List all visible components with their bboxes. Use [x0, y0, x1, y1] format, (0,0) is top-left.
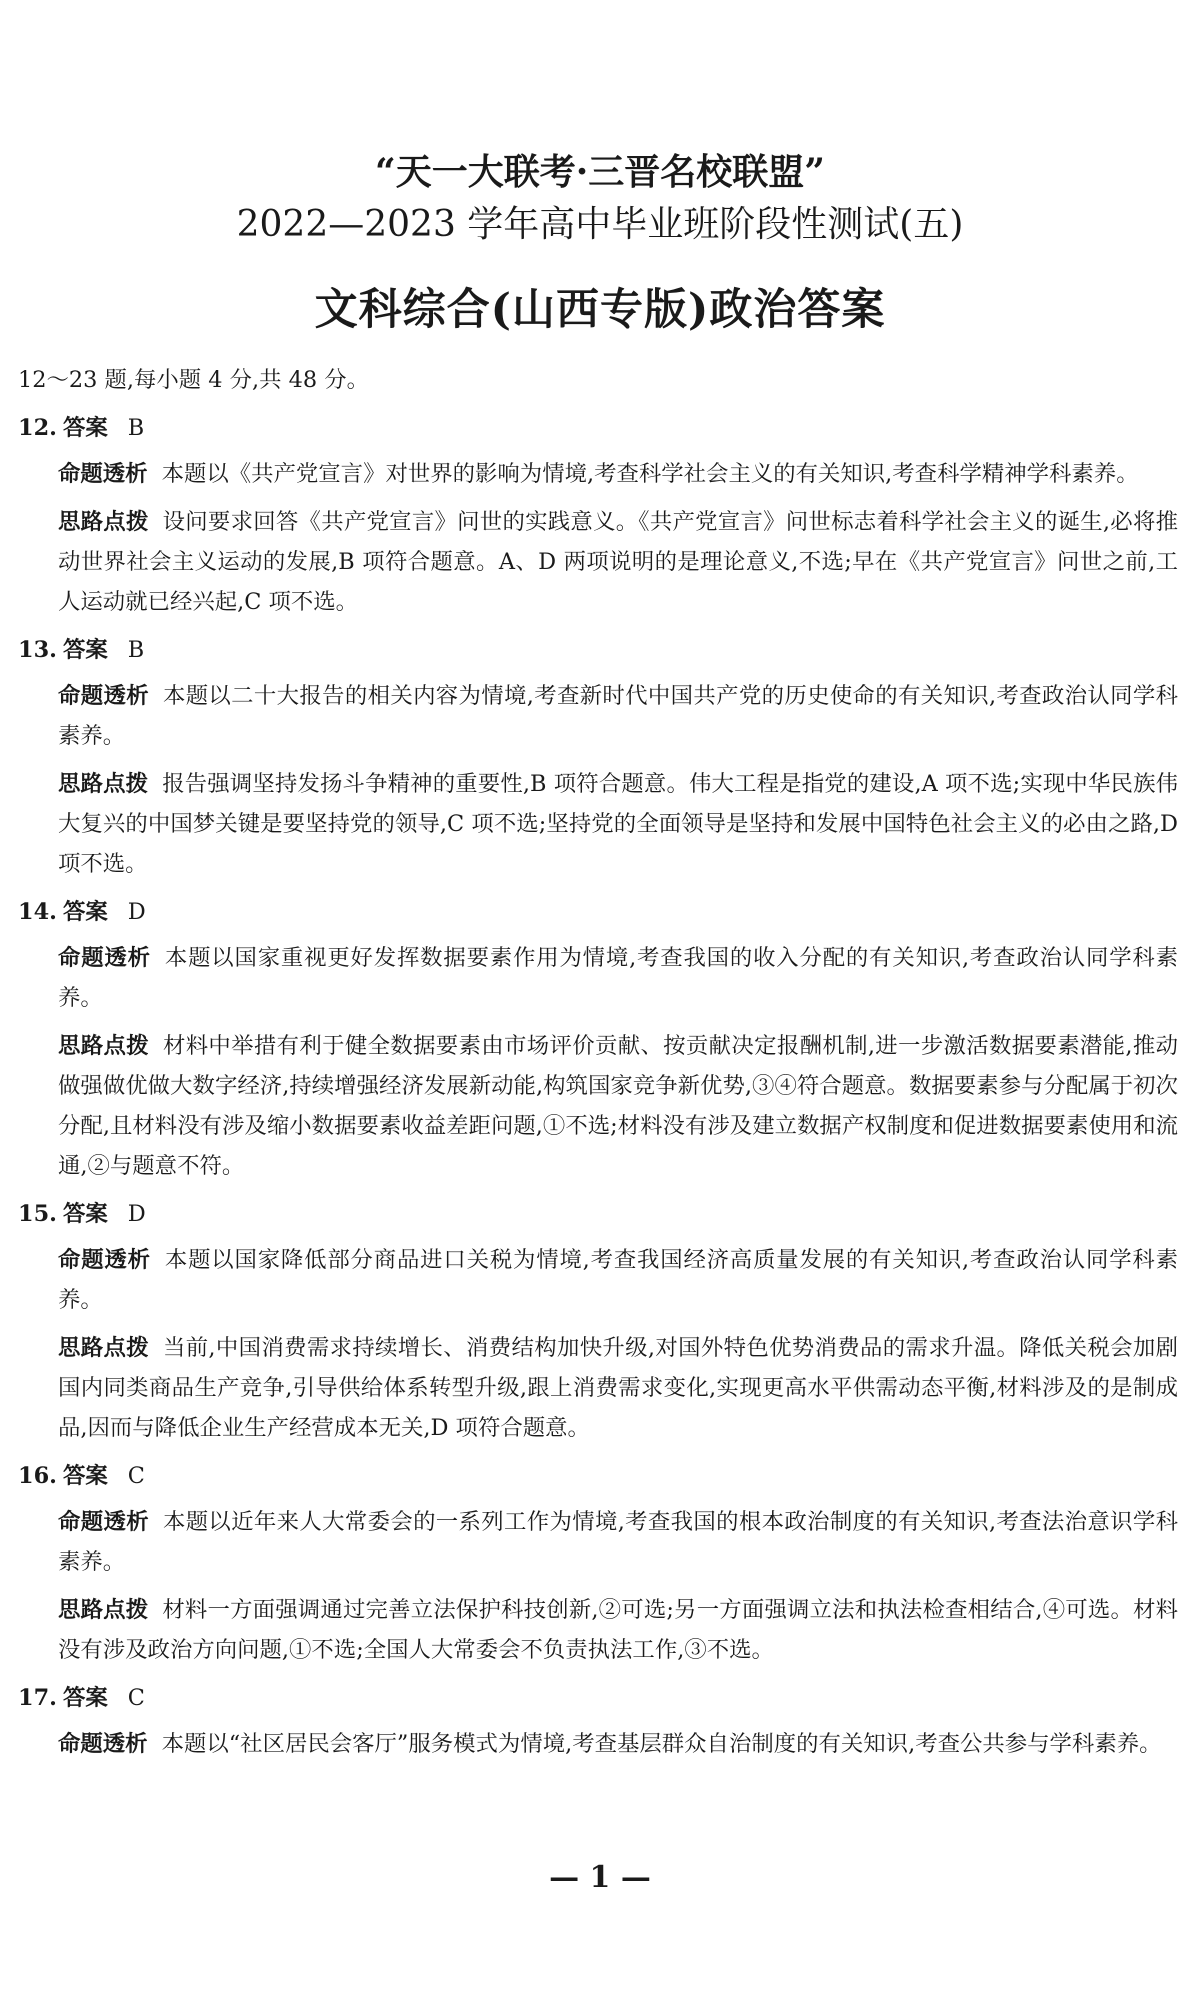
analysis-label: 命题透析 — [58, 1247, 151, 1273]
page-number: — 1 — — [549, 1860, 651, 1895]
answer-value: B — [127, 415, 145, 441]
answer-value: D — [127, 1201, 146, 1227]
answer-line — [18, 1456, 1178, 1496]
question-number: 12. — [18, 415, 57, 441]
analysis-text: 本题以二十大报告的相关内容为情境,考查新时代中国共产党的历史使命的有关知识,考查政治认同学科素养。 — [58, 683, 1179, 749]
analysis-paragraph — [18, 1240, 1178, 1320]
analysis-text: 本题以《共产党宣言》对世界的影响为情境,考查科学社会主义的有关知识,考查科学精神学科素养。 — [161, 461, 1139, 487]
question-number: 14. — [18, 899, 57, 925]
analysis-label: 命题透析 — [58, 683, 149, 709]
analysis-text: 本题以近年来人大常委会的一系列工作为情境,考查我国的根本政治制度的有关知识,考查法治意识学科素养。 — [58, 1509, 1179, 1575]
question-16 — [18, 1456, 1178, 1670]
question-number: 13. — [18, 637, 57, 663]
hint-paragraph — [18, 1590, 1178, 1670]
answer-line — [18, 892, 1178, 932]
analysis-paragraph — [18, 1724, 1178, 1764]
question-number: 16. — [18, 1463, 57, 1489]
answer-label: 答案 — [62, 415, 108, 441]
hint-text: 报告强调坚持发扬斗争精神的重要性,B 项符合题意。伟大工程是指党的建设,A 项不选;实现中华民族伟大复兴的中国梦关键是要坚持党的领导,C 项不选;坚持党的全面领导是坚持和发展中国特色社会主义的必由之路,D 项不选。 — [58, 771, 1179, 877]
answer-value: B — [127, 637, 145, 663]
answer-value: C — [127, 1463, 145, 1489]
answer-line — [18, 408, 1178, 448]
hint-label: 思路点拨 — [58, 1335, 149, 1361]
answer-content — [18, 360, 1178, 1772]
subject-title: 文科综合(山西专版)政治答案 — [314, 285, 886, 335]
hint-label: 思路点拨 — [58, 771, 149, 797]
exam-series-title: “天一大联考·三晋名校联盟” — [375, 151, 825, 193]
hint-label: 思路点拨 — [58, 509, 149, 535]
analysis-text: 本题以国家重视更好发挥数据要素作用为情境,考查我国的收入分配的有关知识,考查政治认同学科素养。 — [58, 945, 1179, 1011]
hint-text: 材料一方面强调通过完善立法保护科技创新,②可选;另一方面强调立法和执法检查相结合,④可选。材料没有涉及政治方向问题,①不选;全国人大常委会不负责执法工作,③不选。 — [58, 1597, 1179, 1663]
hint-paragraph — [18, 1026, 1178, 1186]
analysis-label: 命题透析 — [58, 1731, 148, 1757]
hint-paragraph — [18, 1328, 1178, 1448]
answer-label: 答案 — [62, 1685, 108, 1711]
analysis-paragraph — [18, 1502, 1178, 1582]
question-15 — [18, 1194, 1178, 1448]
exam-year-title: 2022—2023 学年高中毕业班阶段性测试(五) — [236, 204, 964, 245]
hint-label: 思路点拨 — [58, 1033, 149, 1059]
analysis-text: 本题以国家降低部分商品进口关税为情境,考查我国经济高质量发展的有关知识,考查政治认同学科素养。 — [58, 1247, 1179, 1313]
analysis-paragraph — [18, 938, 1178, 1018]
question-number: 17. — [18, 1685, 57, 1711]
hint-text: 设问要求回答《共产党宣言》问世的实践意义。《共产党宣言》问世标志着科学社会主义的诞生,必将推动世界社会主义运动的发展,B 项符合题意。A、D 两项说明的是理论意义,不选;早在《共产党宣言》问世之前,工人运动就已经兴起,C 项不选。 — [58, 509, 1179, 615]
answer-value: D — [127, 899, 146, 925]
answer-line — [18, 1194, 1178, 1234]
hint-label: 思路点拨 — [58, 1597, 149, 1623]
answer-label: 答案 — [62, 1463, 108, 1489]
analysis-label: 命题透析 — [58, 945, 151, 971]
question-17 — [18, 1678, 1178, 1764]
question-number: 15. — [18, 1201, 57, 1227]
answer-line — [18, 1678, 1178, 1718]
analysis-label: 命题透析 — [58, 1509, 149, 1535]
section-intro: 12～23 题,每小题 4 分,共 48 分。 — [18, 367, 370, 393]
answer-label: 答案 — [62, 637, 108, 663]
hint-text: 当前,中国消费需求持续增长、消费结构加快升级,对国外特色优势消费品的需求升温。降低关税会加剧国内同类商品生产竞争,引导供给体系转型升级,跟上消费需求变化,实现更高水平供需动态平衡,材料涉及的是制成品,因而与降低企业生产经营成本无关,D 项符合题意。 — [58, 1335, 1179, 1441]
answer-label: 答案 — [62, 899, 108, 925]
answer-line — [18, 630, 1178, 670]
question-12 — [18, 408, 1178, 622]
question-13 — [18, 630, 1178, 884]
question-14 — [18, 892, 1178, 1186]
analysis-label: 命题透析 — [58, 461, 148, 487]
analysis-text: 本题以“社区居民会客厅”服务模式为情境,考查基层群众自治制度的有关知识,考查公共参与学科素养。 — [161, 1731, 1162, 1757]
analysis-paragraph — [18, 676, 1178, 756]
hint-paragraph — [18, 502, 1178, 622]
hint-text: 材料中举措有利于健全数据要素由市场评价贡献、按贡献决定报酬机制,进一步激活数据要素潜能,推动做强做优做大数字经济,持续增强经济发展新动能,构筑国家竞争新优势,③④符合题意。数据要素参与分配属于初次分配,且材料没有涉及缩小数据要素收益差距问题,①不选;材料没有涉及建立数据产权制度和促进数据要素使用和流通,②与题意不符。 — [58, 1033, 1179, 1179]
hint-paragraph — [18, 764, 1178, 884]
answer-label: 答案 — [62, 1201, 108, 1227]
answer-value: C — [127, 1685, 145, 1711]
analysis-paragraph — [18, 454, 1178, 494]
